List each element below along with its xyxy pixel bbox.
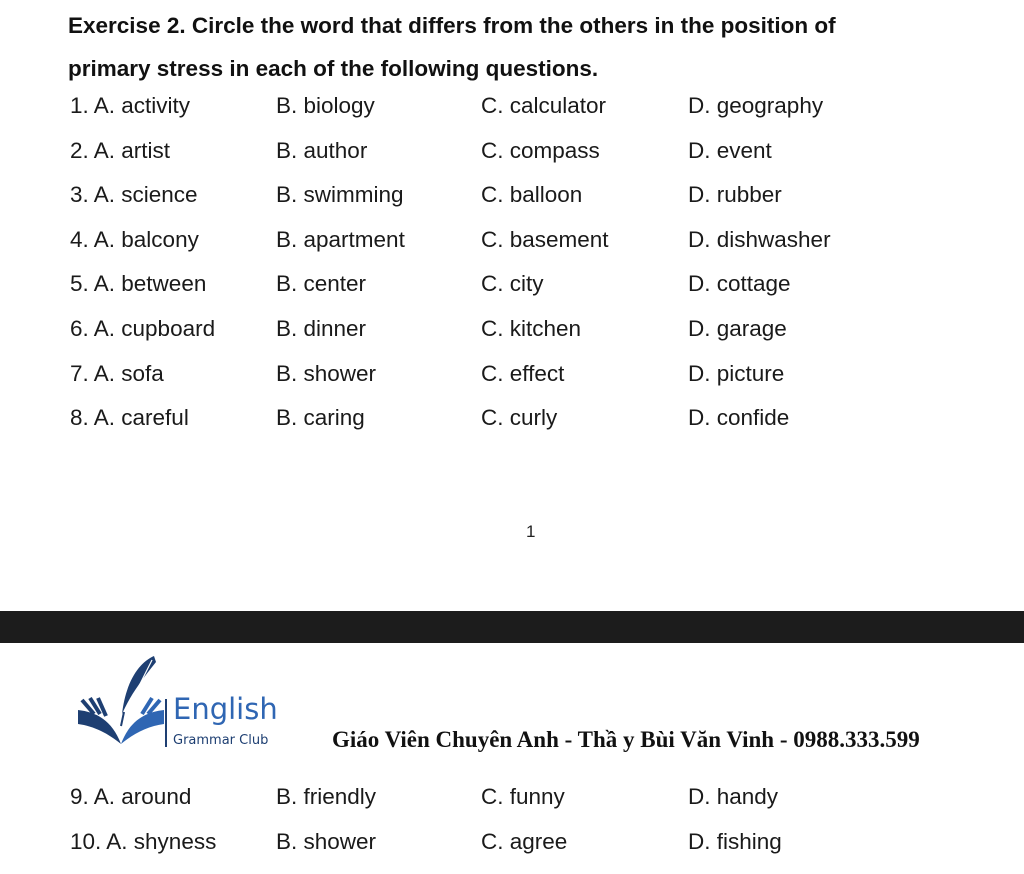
option-d: D. fishing	[688, 828, 782, 854]
question-row	[70, 354, 970, 399]
question-list-page-2	[70, 777, 970, 866]
option-c: C. basement	[481, 226, 609, 252]
page-number: 1	[526, 522, 536, 541]
question-row	[70, 175, 970, 220]
question-row	[70, 86, 970, 131]
option-b: B. apartment	[276, 226, 405, 252]
option-b: B. author	[276, 137, 368, 163]
option-d: D. picture	[688, 360, 785, 386]
english-grammar-club-logo	[74, 652, 284, 762]
option-b: B. friendly	[276, 784, 377, 809]
option-c: C. funny	[481, 784, 565, 809]
option-c: C. city	[481, 271, 544, 297]
option-d: D. handy	[688, 784, 779, 809]
option-a: 2. A. artist	[70, 137, 171, 163]
exercise-title-line-1: Exercise 2. Circle the word that differs from the others in the position of	[68, 13, 836, 38]
option-c: C. agree	[481, 828, 568, 854]
logo-word-english: English	[173, 692, 278, 726]
question-row	[70, 398, 970, 443]
option-a: 8. A. careful	[70, 405, 189, 431]
exercise-title	[68, 4, 968, 90]
option-b: B. dinner	[276, 315, 367, 341]
option-c: C. effect	[481, 360, 565, 386]
option-d: D. confide	[688, 405, 790, 431]
option-a: 6. A. cupboard	[70, 315, 216, 341]
logo-divider	[165, 699, 167, 747]
option-b: B. caring	[276, 405, 365, 431]
option-c: C. balloon	[481, 182, 583, 208]
question-row	[70, 264, 970, 309]
option-c: C. calculator	[481, 93, 607, 118]
book-quill-icon	[74, 652, 169, 762]
option-b: B. shower	[276, 828, 377, 854]
option-d: D. geography	[688, 93, 824, 118]
question-list	[70, 86, 970, 443]
page-header-text: Giáo Viên Chuyên Anh - Thầ y Bùi Văn Vinh - 0988.333.599	[332, 727, 920, 752]
option-c: C. kitchen	[481, 315, 582, 341]
page-separator-band	[0, 611, 1024, 643]
option-a: 9. A. around	[70, 784, 192, 809]
exercise-title-line-2: primary stress in each of the following questions.	[68, 56, 599, 81]
question-row	[70, 220, 970, 265]
option-c: C. compass	[481, 137, 600, 163]
question-row	[70, 777, 970, 822]
option-b: B. biology	[276, 93, 375, 118]
logo-word-grammar-club: Grammar Club	[173, 733, 269, 748]
question-row	[70, 309, 970, 354]
option-a: 7. A. sofa	[70, 360, 164, 386]
option-b: B. swimming	[276, 182, 404, 208]
option-a: 3. A. science	[70, 182, 198, 208]
option-d: D. rubber	[688, 182, 782, 208]
option-a: 1. A. activity	[70, 93, 191, 118]
question-row	[70, 131, 970, 176]
option-d: D. event	[688, 137, 772, 163]
option-d: D. garage	[688, 315, 787, 341]
option-a: 4. A. balcony	[70, 226, 199, 252]
question-row	[70, 822, 970, 867]
option-a: 5. A. between	[70, 271, 207, 297]
option-d: D. dishwasher	[688, 226, 831, 252]
option-b: B. shower	[276, 360, 377, 386]
option-d: D. cottage	[688, 271, 791, 297]
option-a: 10. A. shyness	[70, 828, 217, 854]
option-c: C. curly	[481, 405, 558, 431]
option-b: B. center	[276, 271, 367, 297]
